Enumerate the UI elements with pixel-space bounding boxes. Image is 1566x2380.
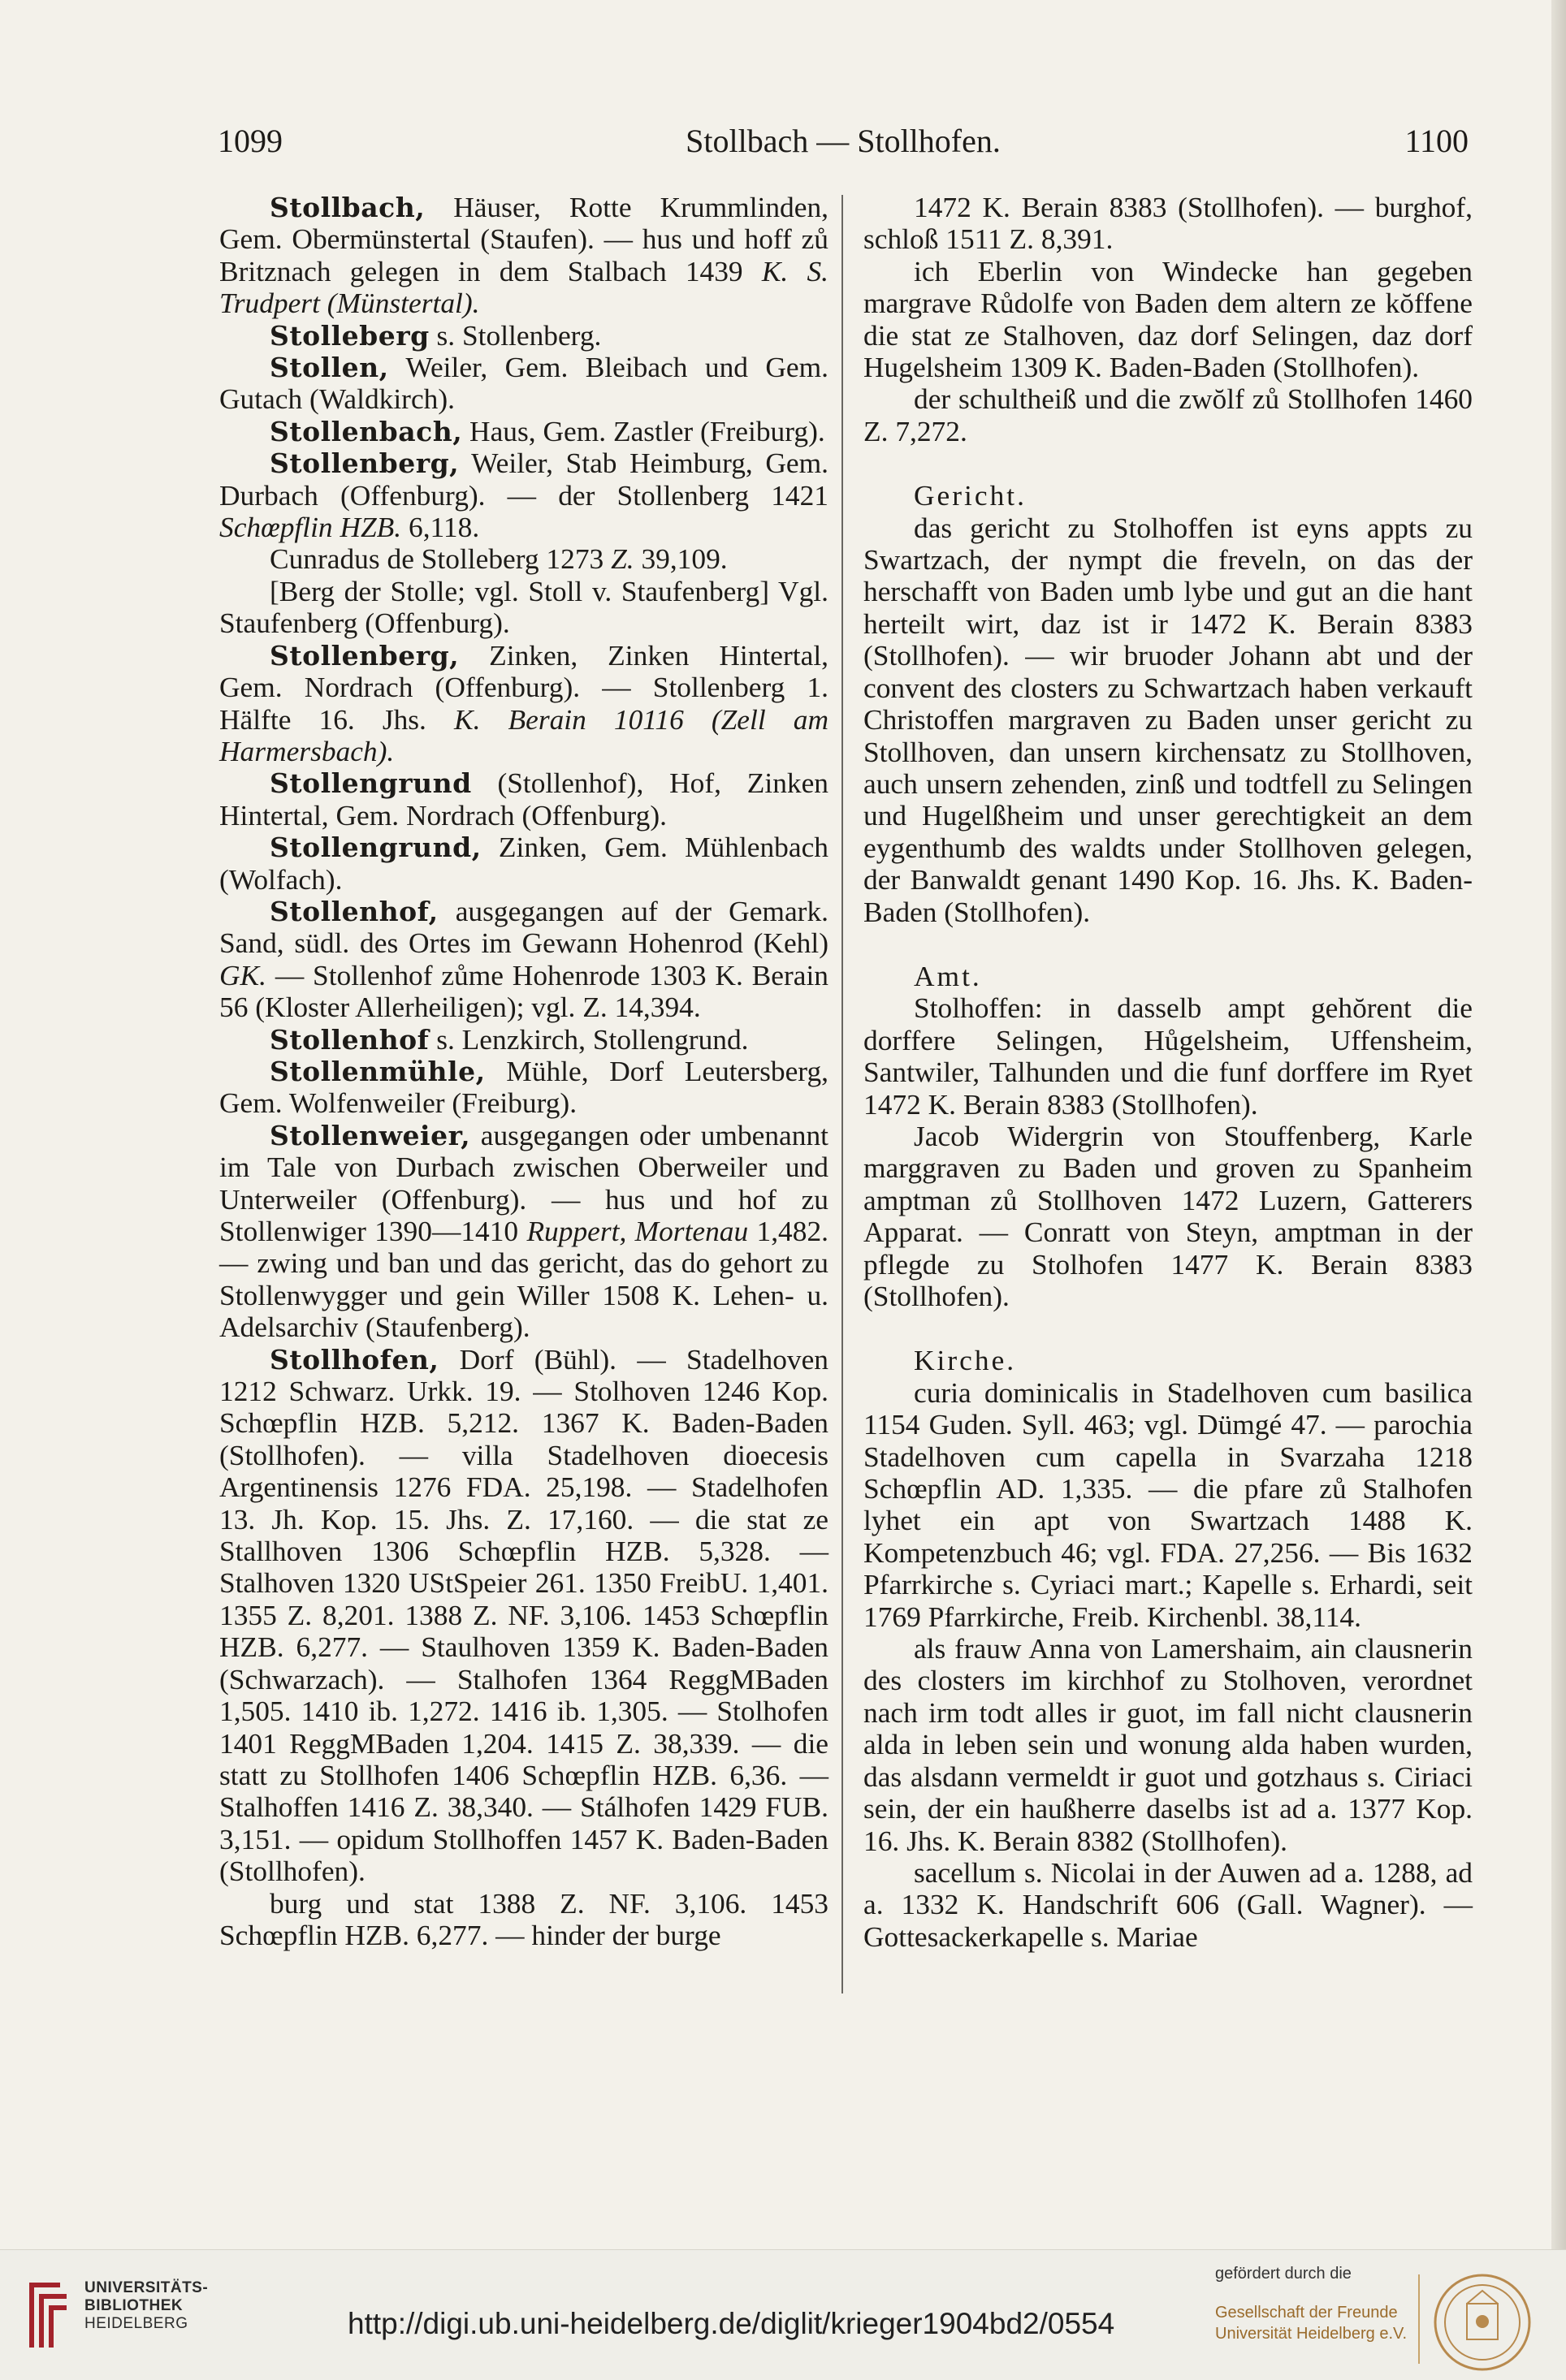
entry-lemma: Stollengrund <box>270 767 472 800</box>
paragraph: ich Eberlin von Windecke han gegeben margrave Růdolfe von Baden dem altern ze kŏffene die stat ze Stalhoven, daz dorf Selingen, daz dorf Hugelsheim 1309 K. Baden-Baden (Stollhofen). <box>863 254 1473 384</box>
sponsor-name-line: Gesellschaft der Freunde <box>1215 2304 1398 2322</box>
entry <box>219 831 828 896</box>
entry <box>219 576 828 640</box>
entry-text: ausgegangen auf der Gemark. Sand, südl. des Ortes im Gewann Hohenrod (Kehl) <box>219 894 828 960</box>
entry-tail: 1,482. — zwing und ban und das gericht, das do gehort zu Stollenwygger und gein Willer 1508 K. Lehen- u. Adelsarchiv (Staufenberg). <box>219 1215 828 1344</box>
page-number-left: 1099 <box>218 123 283 159</box>
entry-text: Haus, Gem. Zastler (Freiburg). <box>462 414 825 447</box>
entry <box>219 352 828 416</box>
entry-text: Zinken, Gem. Mühlenbach (Wolfach). <box>219 831 828 896</box>
library-logo-icon <box>24 2276 71 2354</box>
right-column <box>863 192 1473 1953</box>
entry-text: Cunradus de Stolleberg 1273 <box>270 542 612 576</box>
paragraph: Stolhoffen: in dasselb ampt gehŏrent die dorffere Selingen, Hůgelsheim, Uffensheim, Santwiler, Talhunden und die funf dorffere im Ryet 1472 K. Berain 8383 (Stollhofen). <box>863 991 1473 1121</box>
entry-text: Weiler, Gem. Bleibach und Gem. Gutach (Waldkirch). <box>219 351 828 416</box>
left-column <box>219 192 828 1951</box>
library-name-line: HEIDELBERG <box>84 2315 188 2332</box>
entry-lemma: Stollenmühle, <box>270 1055 486 1087</box>
entry-tail: 6,118. <box>401 511 480 544</box>
entry <box>219 1120 828 1344</box>
entry-text: s. Stollenberg. <box>429 318 602 352</box>
entry <box>219 543 828 575</box>
section-heading: Gericht. <box>914 479 1027 512</box>
library-name <box>84 2279 208 2333</box>
entry <box>219 416 828 447</box>
paragraph: als frauw Anna von Lamershaim, ain clausnerin des closters im kirchhof zu Stolhoven, verordnet nach irm todt alles ir guot, im fall nicht clausnerin alda in leben sein und wonung alda haben wurden, das alsdann vermeldt ir guot und gotzhaus s. Ciriaci sein, der ein haußherre daselbs ist ad a. 1377 Kop. 16. Jhs. K. Berain 8382 (Stollhofen). <box>863 1632 1473 1857</box>
paragraph: der schultheiß und die zwŏlf zů Stollhofen 1460 Z. 7,272. <box>863 382 1473 447</box>
entry-lemma: Stollenberg, <box>270 639 460 672</box>
paragraph: Jacob Widergrin von Stouffenberg, Karle marggraven zu Baden und groven zu Spanheim amptman zů Stollhoven 1472 Luzern, Gatterers Apparat. — Conratt von Steyn, amptman in der pflegde zu Stolhofen 1477 K. Berain 8383 (Stollhofen). <box>863 1119 1473 1312</box>
entry-lemma: Stollenbach, <box>270 415 463 447</box>
sponsor-name-line: Universität Heidelberg e.V. <box>1215 2325 1408 2343</box>
entry-text: Zinken, Zinken Hintertal, Gem. Nordrach (Offenburg). — Stollenberg 1. Hälfte 16. Jhs. <box>219 638 828 736</box>
entry-text: (Stollenhof), Hof, Zinken Hintertal, Gem. Nordrach (Offenburg). <box>219 767 828 831</box>
page-header <box>218 122 1469 179</box>
entry <box>219 447 828 543</box>
entry-lemma: Stollhofen, <box>270 1343 439 1376</box>
entry-text: burg und stat 1388 Z. NF. 3,106. 1453 Schœpflin HZB. 6,277. — hinder der burge <box>219 1886 828 1951</box>
entry-text: Weiler, Stab Heimburg, Gem. Durbach (Offenburg). — der Stollenberg 1421 <box>219 447 828 512</box>
entry <box>219 320 828 352</box>
paragraph: sacellum s. Nicolai in der Auwen ad a. 1288, ad a. 1332 K. Handschrift 606 (Gall. Wagner). — Gottesackerkapelle s. Mariae <box>863 1855 1473 1953</box>
section-heading: Amt. <box>914 959 982 992</box>
entry-text: Dorf (Bühl). — Stadelhoven 1212 Schwarz. Urkk. 19. — Stolhoven 1246 Kop. Schœpflin HZB. 5,212. 1367 K. Baden-Baden (Stollhofen). — villa Stadelhoven dioecesis Argentinensis 1276 FDA. 25,198. — Stadelhofen 13. Jh. Kop. 15. Jhs. Z. 17,160. — die stat ze Stallhoven 1306 Schœpflin HZB. 5,328. — Stalhoven 1320 UStSpeier 261. 1350 FreibU. 1,401. 1355 Z. 8,201. 1388 Z. NF. 3,106. 1453 Schœpflin HZB. 6,277. — Staulhoven 1359 K. Baden-Baden (Schwarzach). — Stalhofen 1364 ReggMBaden 1,505. 1410 ib. 1,272. 1416 ib. 1,305. — Stolhofen 1401 ReggMBaden 1,204. 1415 Z. 38,339. — die statt zu Stollhofen 1406 Schœpflin HZB. 6,36. — Stalhoffen 1416 Z. 38,340. — Stálhofen 1429 FUB. 3,151. — opidum Stollhoffen 1457 K. Baden-Baden (Stollhofen). <box>219 1342 828 1888</box>
entry <box>219 1056 828 1120</box>
paragraph: curia dominicalis in Stadelhoven cum basilica 1154 Guden. Syll. 463; vgl. Dümgé 47. — parochia Stadelhoven cum capella in Svarzaha 1218 Schœpflin AD. 1,335. — die pfare zů Stalhofen lyhet ein apt von Swartzach 1488 K. Kompetenzbuch 46; vgl. FDA. 27,256. — Bis 1632 Pfarrkirche s. Cyriaci mart.; Kapelle s. Erhardi, seit 1769 Pfarrkirche, Freib. Kirchenbl. 38,114. <box>863 1376 1473 1633</box>
permalink-url[interactable]: http://digi.ub.uni-heidelberg.de/diglit/krieger1904bd2/0554 <box>348 2307 1115 2340</box>
entry-lemma: Stolleberg <box>270 319 430 352</box>
entry <box>219 1024 828 1056</box>
viewer-footer <box>0 2249 1566 2380</box>
entry-text: [Berg der Stolle; vgl. Stoll v. Staufenberg] Vgl. Staufenberg (Offenburg). <box>219 574 828 640</box>
library-name-line: UNIVERSITÄTS- <box>84 2279 209 2296</box>
page-edge-shadow <box>1551 0 1566 2249</box>
entry <box>219 896 828 1024</box>
paragraph: das gericht zu Stolhoffen ist eyns appts zu Swartzach, der nympt die freveln, on das der herschafft von Baden umb lybe und gut an die hant herteilt wirt, daz ist ir 1472 K. Berain 8383 (Stollhofen). — wir bruoder Johann abt und der convent des closters zu Schwartzach haben verkauft Christoffen margraven zu Baden unser gericht zu Stollhoven, dan unsern kirchensatz zu Stollhoven, auch unsern zehenden, zinß und todtfell zu Selingen und Hugelßheim und unser gerechtigkeit an dem eygenthumb des waldts under Stollhoven gelegen, der Banwaldt genant 1490 Kop. 16. Jhs. K. Baden-Baden (Stollhofen). <box>863 511 1473 928</box>
entry-lemma: Stollenberg, <box>270 447 460 480</box>
section-heading: Kirche. <box>914 1344 1017 1377</box>
entry-text: ausgegangen oder umbenannt im Tale von Durbach zwischen Oberweiler und Unterweiler (Offenburg). — hus und hof zu Stollenwiger 1390—1410 <box>219 1118 828 1247</box>
running-title: Stollbach — Stollhofen. <box>686 123 1001 159</box>
entry-lemma: Stollenweier, <box>270 1119 471 1151</box>
entry-lemma: Stollengrund, <box>270 831 482 864</box>
entry-lemma: Stollenhof, <box>270 895 439 927</box>
university-seal-icon <box>1431 2271 1534 2374</box>
sponsor-name <box>1215 2302 1407 2344</box>
entry <box>219 767 828 831</box>
entry-text: Mühle, Dorf Leutersberg, Gem. Wolfenweiler (Freiburg). <box>219 1054 828 1120</box>
paragraph: 1472 K. Berain 8383 (Stollhofen). — burghof, schloß 1511 Z. 8,391. <box>863 191 1473 256</box>
library-name-line: BIBLIOTHEK <box>84 2297 184 2314</box>
entry-citation: Ruppert, Mortenau <box>526 1215 749 1247</box>
entry-citation: K. Berain 10116 (Zell am Harmersbach). <box>219 702 829 767</box>
sponsor-divider <box>1418 2274 1420 2364</box>
entry-lemma: Stollenhof <box>270 1023 430 1056</box>
entry-citation: GK. <box>219 958 267 991</box>
entry-citation: Z. <box>611 542 634 576</box>
entry <box>219 192 828 320</box>
entry-lemma: Stollbach, <box>270 192 426 223</box>
entry <box>219 1344 828 1888</box>
entry-citation: K. S. Trudpert (Münstertal). <box>219 254 828 320</box>
entry-text: s. Lenzkirch, Stollengrund. <box>429 1022 749 1056</box>
sponsor-label: gefördert durch die <box>1215 2265 1352 2283</box>
entry-tail: — Stollenhof zůme Hohenrode 1303 K. Berain 56 (Kloster Allerheiligen); vgl. Z. 14,394. <box>219 958 828 1024</box>
entry-text: Häuser, Rotte Krummlinden, Gem. Obermünstertal (Staufen). — hus und hoff zů Britznach gelegen in dem Stalbach 1439 <box>219 191 828 287</box>
column-divider <box>841 195 843 1993</box>
entry-lemma: Stollen, <box>270 352 389 384</box>
entry-tail: 39,109. <box>634 542 728 576</box>
page-number-right: 1100 <box>1404 123 1469 159</box>
entry <box>219 1888 828 1952</box>
entry-citation: Schœpflin HZB. <box>219 511 402 544</box>
entry <box>219 640 828 768</box>
